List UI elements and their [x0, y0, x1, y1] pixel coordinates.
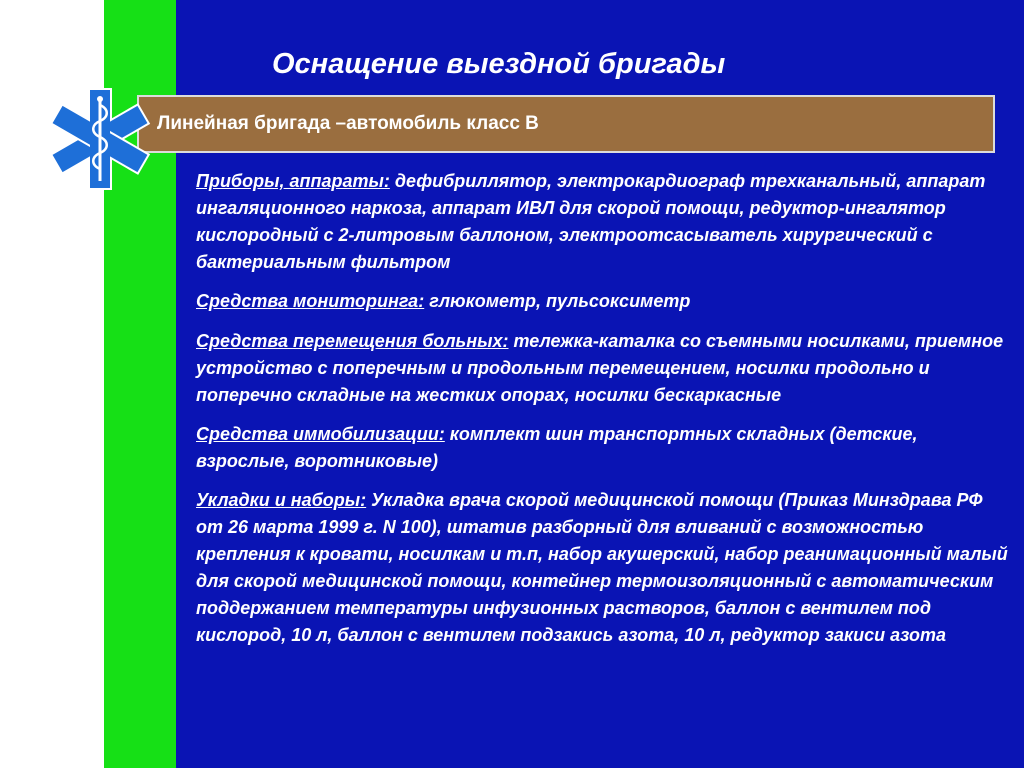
- section-text: Укладка врача скорой медицинской помощи (Приказ Минздрава РФ от 26 марта 1999 г. N 100), штатив разборный для вливаний с возможностью крепления к кровати, носилкам и т.п, набор акушерский, набор реанимационный малый для скорой медицинской помощи, контейнер термоизоляционный с автоматическим поддержанием температуры инфузионных растворов, баллон с вентилем под кислород, 10 л, баллон с вентилем подзакись азота, 10 л, редуктор закиси азота: [196, 490, 1008, 645]
- section-devices: [196, 168, 1008, 276]
- section-monitoring: [196, 288, 1008, 315]
- equipment-list: [196, 168, 1008, 661]
- section-label: Средства мониторинга:: [196, 291, 425, 311]
- banner: [137, 95, 995, 153]
- section-label: Средства перемещения больных:: [196, 331, 509, 351]
- section-text: комплект шин транспортных складных (детские, взрослые, воротниковые): [196, 424, 918, 471]
- section-label: Приборы, аппараты:: [196, 171, 390, 191]
- section-label: Укладки и наборы:: [196, 490, 367, 510]
- section-text: дефибриллятор, электрокардиограф трехканальный, аппарат ингаляционного наркоза, аппарат ИВЛ для скорой помощи, редуктор-ингалятор кислородный с 2-литровым баллоном, электроотсасыватель хирургический с бактериальным фильтром: [196, 171, 986, 272]
- star-of-life-icon: [38, 86, 154, 192]
- section-label: Средства иммобилизации:: [196, 424, 445, 444]
- slide-title: Оснащение выездной бригады: [272, 48, 726, 80]
- banner-text: Линейная бригада –автомобиль класс В: [157, 113, 539, 134]
- section-text: глюкометр, пульсоксиметр: [429, 291, 691, 311]
- section-kits: [196, 487, 1008, 649]
- section-text: тележка-каталка со съемными носилками, приемное устройство с поперечным и продольным перемещением, носилки продольно и поперечно складные на жестких опорах, носилки бескаркасные: [196, 331, 1004, 405]
- section-transport: [196, 328, 1008, 409]
- section-immobilization: [196, 421, 1008, 475]
